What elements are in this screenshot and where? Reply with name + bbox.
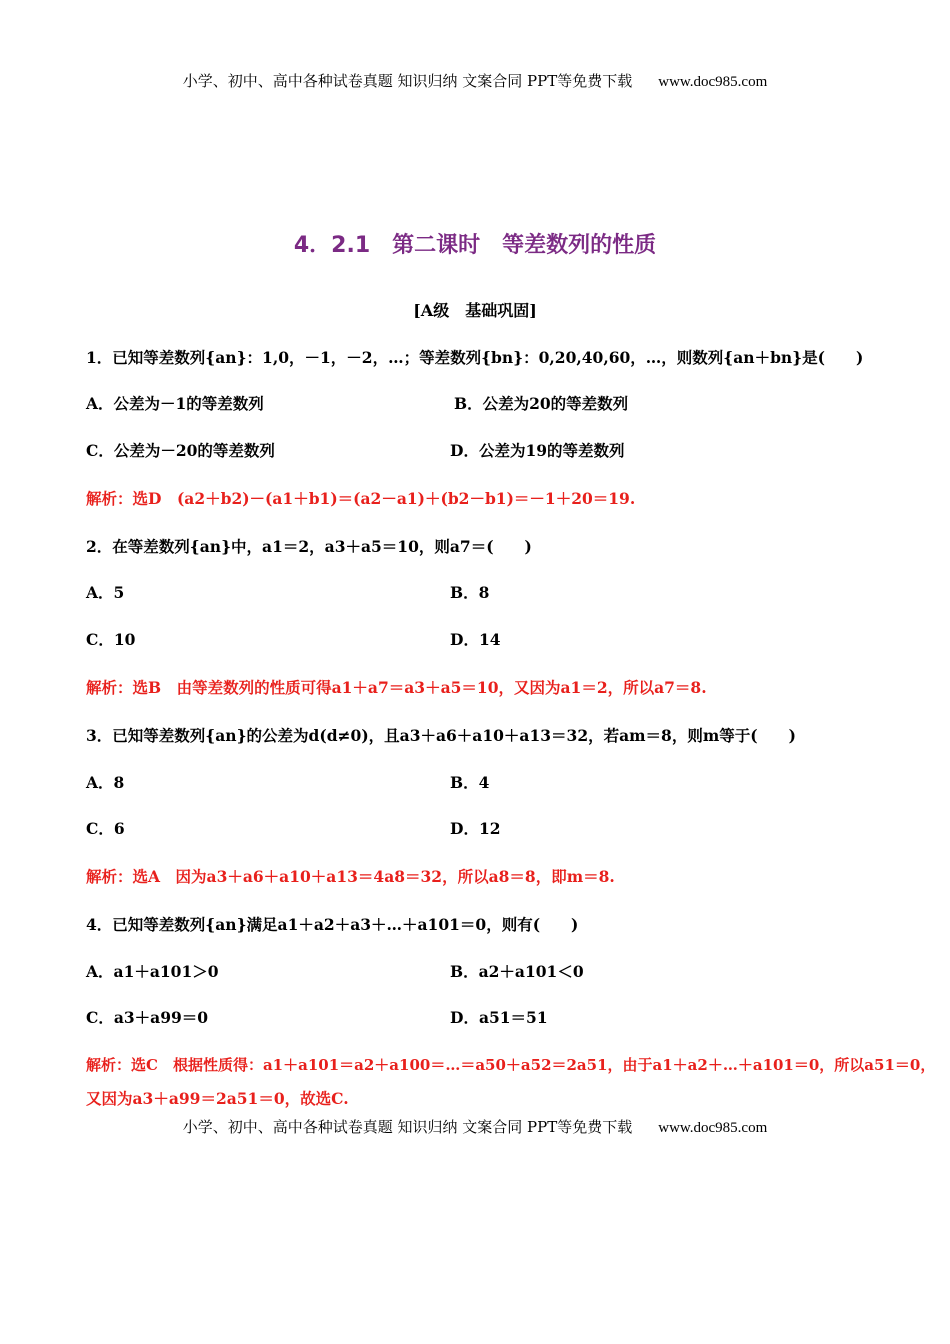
- q1-answer: 解析：选D (a2＋b2)－(a1＋b1)＝(a2－a1)＋(b2－b1)＝－1＋20＝19.: [86, 489, 636, 508]
- q2-stem: 2．在等差数列{an}中，a1＝2，a3＋a5＝10，则a7＝( ): [86, 537, 532, 556]
- q3-option-b: B．4: [450, 773, 490, 792]
- q4-option-d: D．a51＝51: [450, 1008, 548, 1027]
- q1-stem: 1．已知等差数列{an}：1,0，－1，－2，…；等差数列{bn}：0,20,40,60，…，则数列{an＋bn}是( ): [86, 348, 864, 367]
- header-url[interactable]: www.doc985.com: [658, 74, 768, 90]
- q4-answer-line1: 解析：选C 根据性质得：a1＋a101＝a2＋a100＝…＝a50＋a52＝2a51，由于a1＋a2＋…＋a101＝0，所以a51＝0，: [86, 1056, 936, 1074]
- q2-option-b: B．8: [450, 583, 490, 602]
- q1-option-d: D．公差为19的等差数列: [450, 441, 625, 460]
- page-footer: [0, 1116, 950, 1137]
- q4-stem: 4．已知等差数列{an}满足a1＋a2＋a3＋…＋a101＝0，则有( ): [86, 915, 579, 934]
- q4-answer-line2: 又因为a3＋a99＝2a51＝0，故选C.: [86, 1089, 349, 1108]
- section-level: [A级 基础巩固]: [413, 301, 537, 320]
- q1-option-b: B．公差为20的等差数列: [454, 394, 629, 413]
- q2-option-c: C．10: [86, 630, 136, 649]
- q3-stem: 3．已知等差数列{an}的公差为d(d≠0)，且a3＋a6＋a10＋a13＝32，若am＝8，则m等于( ): [86, 726, 796, 745]
- q2-option-d: D．14: [450, 630, 501, 649]
- q1-option-c: C．公差为－20的等差数列: [86, 441, 275, 460]
- q3-option-a: A．8: [86, 773, 125, 792]
- page-header: [0, 70, 950, 91]
- q4-option-a: A．a1＋a101＞0: [86, 962, 219, 981]
- q4-option-c: C．a3＋a99＝0: [86, 1008, 209, 1027]
- q3-answer: 解析：选A 因为a3＋a6＋a10＋a13＝4a8＝32，所以a8＝8，即m＝8.: [86, 867, 615, 886]
- q2-answer: 解析：选B 由等差数列的性质可得a1＋a7＝a3＋a5＝10，又因为a1＝2，所以a7＝8.: [86, 678, 707, 697]
- q1-option-a: A．公差为－1的等差数列: [86, 394, 264, 413]
- footer-url[interactable]: www.doc985.com: [658, 1120, 768, 1136]
- header-text: 小学、初中、高中各种试卷真题 知识归纳 文案合同 PPT等免费下载: [182, 72, 633, 90]
- q2-option-a: A．5: [86, 583, 125, 602]
- q3-option-c: C．6: [86, 819, 125, 838]
- q3-option-d: D．12: [450, 819, 501, 838]
- q4-option-b: B．a2＋a101＜0: [450, 962, 584, 981]
- footer-text: 小学、初中、高中各种试卷真题 知识归纳 文案合同 PPT等免费下载: [182, 1118, 633, 1136]
- page-title: 4．2.1 第二课时 等差数列的性质: [293, 233, 657, 258]
